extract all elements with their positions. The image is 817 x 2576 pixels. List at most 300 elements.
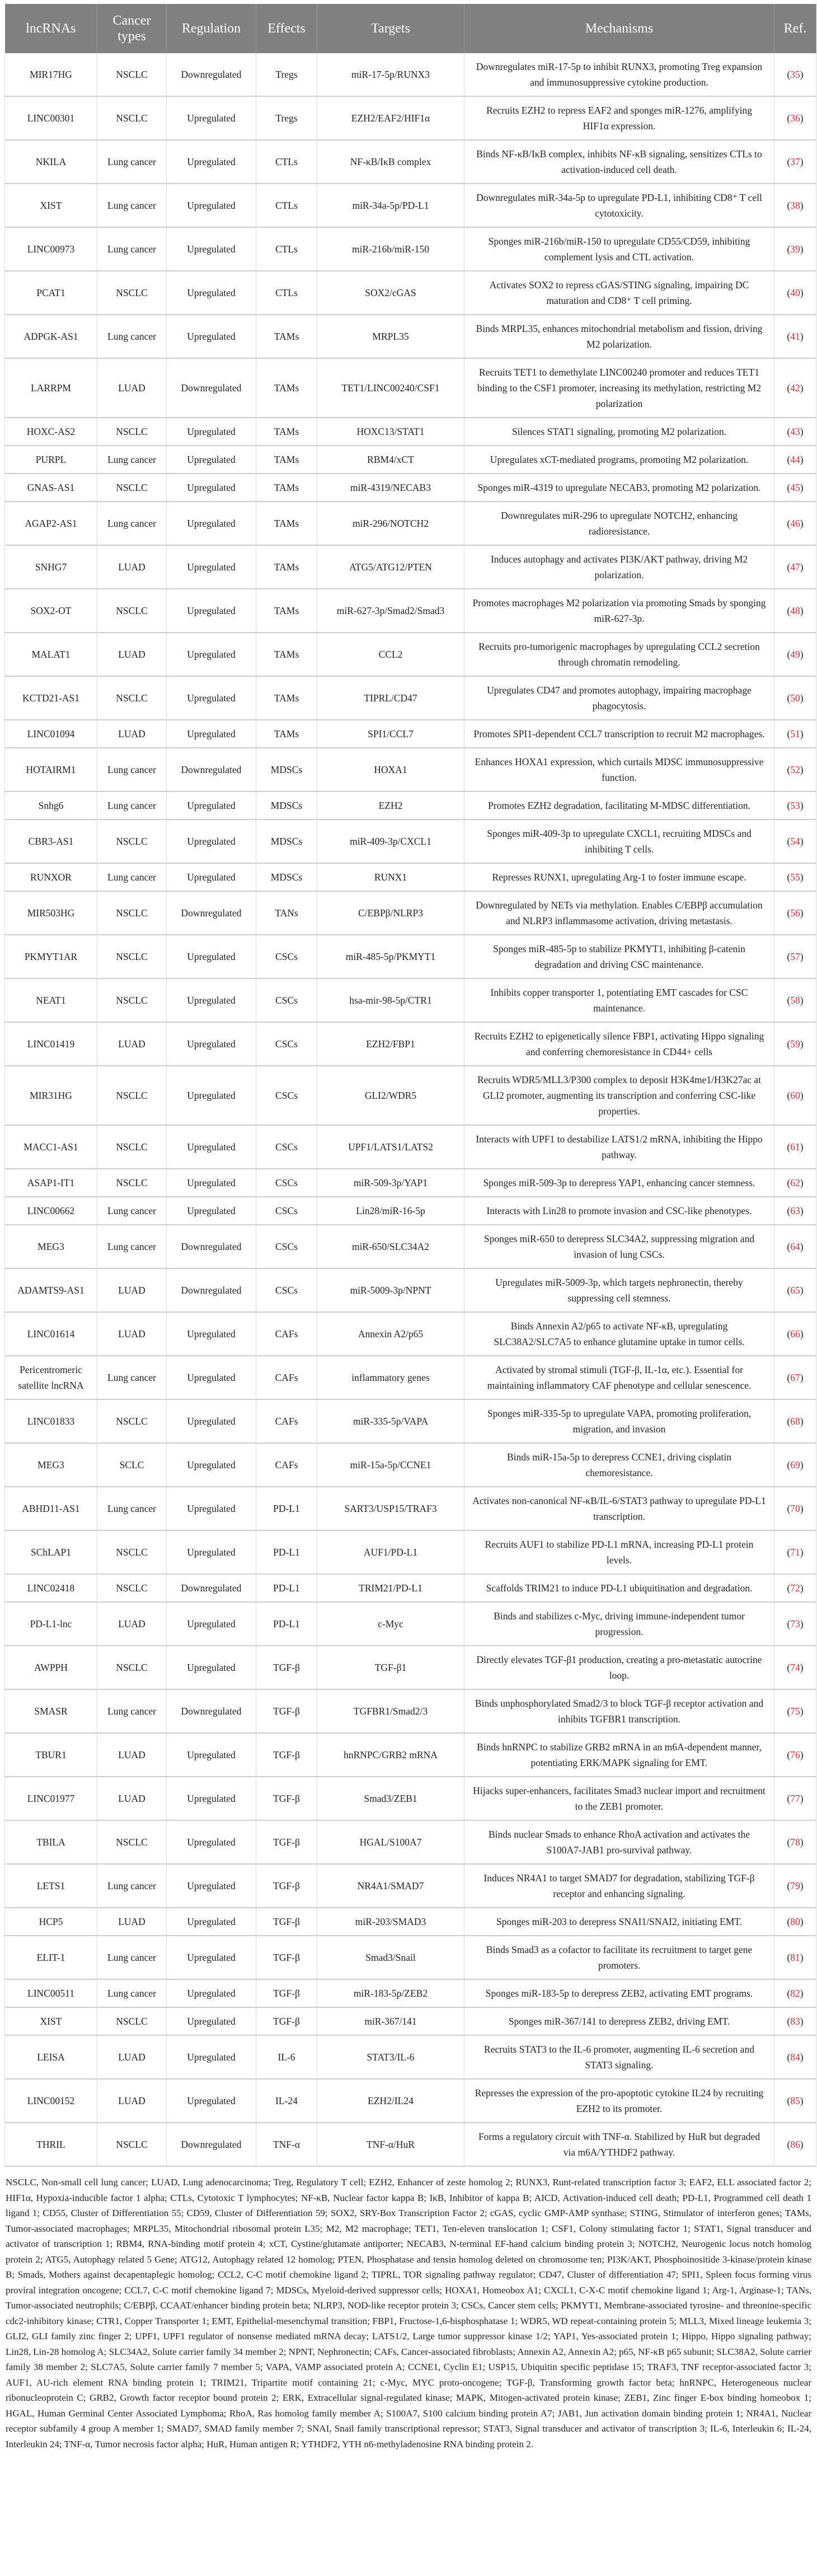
lncrna-cell: NKILA [5,140,97,184]
cancer-type-cell: NSCLC [97,676,167,720]
cancer-type-cell: Lung cancer [97,1864,167,1908]
regulation-cell: Downregulated [167,891,256,935]
effects-cell: CSCs [256,935,317,978]
table-row [5,791,816,819]
lncrna-cell: LINC01977 [5,1777,97,1820]
mechanism-cell: Binds NF-κB/IκB complex, inhibits NF-κB signaling, sensitizes CTLs to activation-induced cell death. [464,140,774,184]
ref-cell: (69) [774,1443,816,1487]
ref-cell: (59) [774,1022,816,1066]
mechanism-cell: Interacts with UPF1 to destabilize LATS1/2 mRNA, inhibiting the Hippo pathway. [464,1125,774,1169]
table-row [5,676,816,720]
regulation-cell: Downregulated [167,1225,256,1268]
cancer-type-cell: NSCLC [97,418,167,446]
reference-link[interactable]: 81 [790,1952,800,1963]
ref-cell: (62) [774,1169,816,1197]
table-row [5,96,816,140]
table-row [5,819,816,863]
effects-cell: TAMs [256,315,317,358]
effects-cell: IL-24 [256,2079,317,2123]
reference-link[interactable]: 78 [790,1837,800,1848]
ref-cell: (75) [774,1689,816,1733]
reference-link[interactable]: 74 [790,1662,800,1673]
reference-link[interactable]: 53 [790,800,800,811]
effects-cell: TAMs [256,418,317,446]
cancer-type-cell: LUAD [97,1312,167,1356]
cancer-type-cell: LUAD [97,1022,167,1066]
reference-link[interactable]: 48 [790,605,800,616]
targets-cell: TIPRL/CD47 [317,676,464,720]
targets-cell: C/EBPβ/NLRP3 [317,891,464,935]
targets-cell: inflammatory genes [317,1356,464,1399]
regulation-cell: Upregulated [167,2007,256,2035]
reference-link[interactable]: 56 [790,907,800,919]
lncrna-cell: CBR3-AS1 [5,819,97,863]
reference-link[interactable]: 86 [790,2139,800,2150]
lncrna-cell: PURPL [5,446,97,474]
targets-cell: TGF-β1 [317,1646,464,1689]
targets-cell: Lin28/miR-16-5p [317,1197,464,1225]
reference-link[interactable]: 83 [790,2016,800,2027]
table-row [5,474,816,502]
mechanism-cell: Directly elevates TGF-β1 production, creating a pro-metastatic autocrine loop. [464,1646,774,1689]
cancer-type-cell: LUAD [97,1733,167,1777]
effects-cell: CTLs [256,271,317,315]
effects-cell: CSCs [256,1066,317,1125]
table-row [5,1399,816,1443]
table-row [5,184,816,227]
effects-cell: TAMs [256,446,317,474]
cancer-type-cell: NSCLC [97,1574,167,1602]
table-row [5,1602,816,1646]
reference-link[interactable]: 55 [790,872,800,883]
effects-cell: Tregs [256,96,317,140]
targets-cell: miR-650/SLC34A2 [317,1225,464,1268]
mechanism-cell: Activates non-canonical NF-κB/IL-6/STAT3 pathway to upregulate PD-L1 transcription. [464,1487,774,1530]
lncrna-cell: PKMYT1AR [5,935,97,978]
mechanism-cell: Recruits WDR5/MLL3/P300 complex to deposit H3K4me1/H3K27ac at GLI2 promoter, augmenting its transcription and conferring CSC-like properties. [464,1066,774,1125]
mechanism-cell: Promotes macrophages M2 polarization via promoting Smads by sponging miR-627-3p. [464,589,774,633]
ref-cell: (85) [774,2079,816,2123]
lncrna-cell: Pericentromeric satellite lncRNA [5,1356,97,1399]
table-row [5,1443,816,1487]
mechanism-cell: Binds miR-15a-5p to derepress CCNE1, driving cisplatin chemoresistance. [464,1443,774,1487]
reference-link[interactable]: 66 [790,1328,800,1339]
targets-cell: Smad3/Snail [317,1936,464,1979]
mechanism-cell: Downregulates miR-296 to upregulate NOTCH2, enhancing radioresistance. [464,502,774,545]
regulation-cell: Downregulated [167,1268,256,1312]
ref-cell: (66) [774,1312,816,1356]
cancer-type-cell: LUAD [97,1777,167,1820]
mechanism-cell: Recruits EZH2 to epigenetically silence FBP1, activating Hippo signaling and conferring chemoresistance in CD44+ cells [464,1022,774,1066]
reference-link[interactable]: 46 [790,518,800,529]
reference-link[interactable]: 41 [790,331,800,342]
targets-cell: miR-485-5p/PKMYT1 [317,935,464,978]
table-row [5,227,816,271]
ref-cell: (35) [774,53,816,96]
effects-cell: TGF-β [256,1936,317,1979]
reference-link[interactable]: 36 [790,113,800,124]
regulation-cell: Upregulated [167,1356,256,1399]
regulation-cell: Downregulated [167,2123,256,2166]
targets-cell: ATG5/ATG12/PTEN [317,545,464,589]
mechanism-cell: Sponges miR-367/141 to derepress ZEB2, driving EMT. [464,2007,774,2035]
reference-link[interactable]: 84 [790,2052,800,2063]
targets-cell: MRPL35 [317,315,464,358]
targets-cell: miR-183-5p/ZEB2 [317,1979,464,2007]
reference-link[interactable]: 43 [790,426,800,437]
ref-cell: (72) [774,1574,816,1602]
lncrna-cell: THRIL [5,2123,97,2166]
reference-link[interactable]: 68 [790,1416,800,1427]
reference-link[interactable]: 58 [790,995,800,1006]
ref-cell: (51) [774,720,816,748]
reference-link[interactable]: 77 [790,1793,800,1804]
lncrna-cell: NEAT1 [5,978,97,1022]
table-row [5,1312,816,1356]
regulation-cell: Upregulated [167,446,256,474]
lncrna-cell: SOX2-OT [5,589,97,633]
reference-link[interactable]: 44 [790,454,800,465]
mechanism-cell: Downregulates miR-17-5p to inhibit RUNX3, promoting Treg expansion and immunosuppressive cytokine production. [464,53,774,96]
reference-link[interactable]: 64 [790,1241,800,1252]
cancer-type-cell: Lung cancer [97,863,167,891]
lncrna-cell: ASAP1-IT1 [5,1169,97,1197]
mechanism-cell: Enhances HOXA1 expression, which curtails MDSC immunosuppressive function. [464,748,774,791]
ref-cell: (68) [774,1399,816,1443]
cancer-type-cell: NSCLC [97,891,167,935]
cancer-type-cell: LUAD [97,2035,167,2079]
table-row [5,891,816,935]
targets-cell: TRIM21/PD-L1 [317,1574,464,1602]
cancer-type-cell: NSCLC [97,96,167,140]
ref-cell: (46) [774,502,816,545]
ref-cell: (58) [774,978,816,1022]
lncrna-cell: TBILA [5,1820,97,1864]
lncrna-cell: MIR17HG [5,53,97,96]
targets-cell: EZH2 [317,791,464,819]
lncrna-cell: TBUR1 [5,1733,97,1777]
table-row [5,1936,816,1979]
lncrna-cell: LINC00511 [5,1979,97,2007]
mechanism-cell: Recruits EZH2 to repress EAF2 and sponges miR-1276, amplifying HIF1α expression. [464,96,774,140]
header-regulation: Regulation [167,4,256,53]
cancer-type-cell: Lung cancer [97,315,167,358]
regulation-cell: Upregulated [167,1443,256,1487]
targets-cell: AUF1/PD-L1 [317,1530,464,1574]
table-row [5,1574,816,1602]
table-row [5,1733,816,1777]
reference-link[interactable]: 76 [790,1749,800,1760]
effects-cell: CAFs [256,1312,317,1356]
effects-cell: PD-L1 [256,1487,317,1530]
cancer-type-cell: Lung cancer [97,502,167,545]
targets-cell: hsa-mir-98-5p/CTR1 [317,978,464,1022]
mechanism-cell: Promotes SPI1-dependent CCL7 transcription to recruit M2 macrophages. [464,720,774,748]
effects-cell: CAFs [256,1356,317,1399]
regulation-cell: Upregulated [167,2035,256,2079]
cancer-type-cell: LUAD [97,1908,167,1936]
mechanism-cell: Binds unphosphorylated Smad2/3 to block TGF-β receptor activation and inhibits TGFBR1 transcription. [464,1689,774,1733]
mechanism-cell: Recruits STAT3 to the IL-6 promoter, augmenting IL-6 secretion and STAT3 signaling. [464,2035,774,2079]
table-row [5,358,816,418]
targets-cell: SOX2/cGAS [317,271,464,315]
table-row [5,1908,816,1936]
table-row [5,748,816,791]
mechanism-cell: Sponges miR-183-5p to derepress ZEB2, activating EMT programs. [464,1979,774,2007]
reference-link[interactable]: 75 [790,1706,800,1717]
mechanism-cell: Forms a regulatory circuit with TNF-α. Stabilized by HuR but degraded via m6A/YTHDF2 pathway. [464,2123,774,2166]
ref-cell: (54) [774,819,816,863]
regulation-cell: Upregulated [167,1197,256,1225]
ref-cell: (71) [774,1530,816,1574]
lncrna-cell: HCP5 [5,1908,97,1936]
reference-link[interactable]: 54 [790,836,800,847]
targets-cell: miR-4319/NECAB3 [317,474,464,502]
reference-link[interactable]: 73 [790,1618,800,1629]
lncrna-cell: LINC01094 [5,720,97,748]
cancer-type-cell: LUAD [97,1268,167,1312]
effects-cell: PD-L1 [256,1602,317,1646]
targets-cell: CCL2 [317,633,464,676]
ref-cell: (67) [774,1356,816,1399]
ref-cell: (52) [774,748,816,791]
cancer-type-cell: LUAD [97,633,167,676]
ref-cell: (39) [774,227,816,271]
lncrna-cell: SMASR [5,1689,97,1733]
ref-cell: (78) [774,1820,816,1864]
mechanism-cell: Binds Annexin A2/p65 to activate NF-κB, upregulating SLC38A2/SLC7A5 to enhance glutamine uptake in tumor cells. [464,1312,774,1356]
mechanism-cell: Downregulated by NETs via methylation. Enables C/EBPβ accumulation and NLRP3 inflammasome activation, driving metastasis. [464,891,774,935]
mechanism-cell: Induces NR4A1 to target SMAD7 for degradation, stabilizing TGF-β receptor and enhancing signaling. [464,1864,774,1908]
lncrna-cell: MIR31HG [5,1066,97,1125]
cancer-type-cell: LUAD [97,720,167,748]
targets-cell: HOXC13/STAT1 [317,418,464,446]
cancer-type-cell: Lung cancer [97,1225,167,1268]
table-row [5,418,816,446]
regulation-cell: Upregulated [167,819,256,863]
targets-cell: EZH2/FBP1 [317,1022,464,1066]
regulation-cell: Downregulated [167,748,256,791]
table-row [5,1066,816,1125]
effects-cell: IL-6 [256,2035,317,2079]
table-row [5,1487,816,1530]
cancer-type-cell: Lung cancer [97,184,167,227]
reference-link[interactable]: 51 [790,728,800,739]
effects-cell: TNF-α [256,2123,317,2166]
cancer-type-cell: Lung cancer [97,748,167,791]
reference-link[interactable]: 49 [790,649,800,660]
lncrna-cell: LINC01419 [5,1022,97,1066]
lncrna-cell: LINC00152 [5,2079,97,2123]
effects-cell: TGF-β [256,1864,317,1908]
mechanism-cell: Upregulates miR-5009-3p, which targets nephronectin, thereby suppressing cell stemness. [464,1268,774,1312]
lncrna-cell: LINC01614 [5,1312,97,1356]
regulation-cell: Upregulated [167,1820,256,1864]
ref-cell: (50) [774,676,816,720]
targets-cell: miR-409-3p/CXCL1 [317,819,464,863]
mechanism-cell: Downregulates miR-34a-5p to upregulate PD-L1, inhibiting CD8⁺ T cell cytotoxicity. [464,184,774,227]
ref-cell: (64) [774,1225,816,1268]
mechanism-cell: Binds and stabilizes c-Myc, driving immune-independent tumor progression. [464,1602,774,1646]
mechanism-cell: Hijacks super-enhancers, facilitates Smad3 nuclear import and recruitment to the ZEB1 promoter. [464,1777,774,1820]
cancer-type-cell: NSCLC [97,271,167,315]
table-row [5,1864,816,1908]
cancer-type-cell: Lung cancer [97,1197,167,1225]
lncrna-cell: HOXC-AS2 [5,418,97,446]
reference-link[interactable]: 40 [790,287,800,298]
targets-cell: miR-15a-5p/CCNE1 [317,1443,464,1487]
mechanism-cell: Binds nuclear Smads to enhance RhoA activation and activates the S100A7-JAB1 pro-survival pathway. [464,1820,774,1864]
table-row [5,1197,816,1225]
effects-cell: MDSCs [256,748,317,791]
lncrna-cell: ELIT-1 [5,1936,97,1979]
table-row [5,720,816,748]
ref-cell: (70) [774,1487,816,1530]
lncrna-cell: LINC01833 [5,1399,97,1443]
effects-cell: CSCs [256,1169,317,1197]
ref-cell: (84) [774,2035,816,2079]
effects-cell: TANs [256,891,317,935]
ref-cell: (61) [774,1125,816,1169]
reference-link[interactable]: 67 [790,1372,800,1383]
regulation-cell: Upregulated [167,1864,256,1908]
ref-cell: (82) [774,1979,816,2007]
lncrna-cell: HOTAIRM1 [5,748,97,791]
lncrna-cell: MEG3 [5,1443,97,1487]
regulation-cell: Upregulated [167,1936,256,1979]
regulation-cell: Upregulated [167,1733,256,1777]
ref-cell: (41) [774,315,816,358]
reference-link[interactable]: 57 [790,951,800,962]
lncrna-cell: Snhg6 [5,791,97,819]
cancer-type-cell: LUAD [97,1602,167,1646]
table-header-row [5,4,816,53]
regulation-cell: Upregulated [167,1777,256,1820]
reference-link[interactable]: 42 [790,382,800,394]
ref-cell: (55) [774,863,816,891]
reference-link[interactable]: 80 [790,1916,800,1927]
reference-link[interactable]: 72 [790,1582,800,1594]
ref-cell: (43) [774,418,816,446]
targets-cell: SPI1/CCL7 [317,720,464,748]
ref-cell: (36) [774,96,816,140]
table-body [5,53,816,2166]
effects-cell: TGF-β [256,2007,317,2035]
mechanism-cell: Sponges miR-409-3p to upregulate CXCL1, recruiting MDSCs and inhibiting T cells. [464,819,774,863]
reference-link[interactable]: 45 [790,482,800,493]
effects-cell: TAMs [256,589,317,633]
table-row [5,1979,816,2007]
mechanism-cell: Sponges miR-509-3p to derepress YAP1, enhancing cancer stemness. [464,1169,774,1197]
table-row [5,2079,816,2123]
lncrna-cell: RUNXOR [5,863,97,891]
reference-link[interactable]: 65 [790,1285,800,1296]
ref-cell: (48) [774,589,816,633]
effects-cell: CAFs [256,1399,317,1443]
reference-link[interactable]: 62 [790,1177,800,1188]
header-ref: Ref. [774,4,816,53]
lncrna-cell: MEG3 [5,1225,97,1268]
ref-cell: (49) [774,633,816,676]
lncrna-cell: AGAP2-AS1 [5,502,97,545]
cancer-type-cell: Lung cancer [97,791,167,819]
lncrna-cell: LINC00301 [5,96,97,140]
mechanism-cell: Represses RUNX1, upregulating Arg-1 to foster immune escape. [464,863,774,891]
mechanism-cell: Binds MRPL35, enhances mitochondrial metabolism and fission, driving M2 polarization. [464,315,774,358]
reference-link[interactable]: 37 [790,156,800,167]
table-row [5,978,816,1022]
mechanism-cell: Activates SOX2 to repress cGAS/STING signaling, impairing DC maturation and CD8⁺ T cell priming. [464,271,774,315]
table-row [5,140,816,184]
mechanism-cell: Interacts with Lin28 to promote invasion and CSC-like phenotypes. [464,1197,774,1225]
lncrna-cell: LEISA [5,2035,97,2079]
cancer-type-cell: NSCLC [97,1820,167,1864]
reference-link[interactable]: 47 [790,561,800,573]
effects-cell: CSCs [256,1125,317,1169]
reference-link[interactable]: 85 [790,2095,800,2106]
lncrna-cell: GNAS-AS1 [5,474,97,502]
reference-link[interactable]: 63 [790,1205,800,1216]
reference-link[interactable]: 35 [790,69,800,80]
ref-cell: (81) [774,1936,816,1979]
targets-cell: miR-5009-3p/NPNT [317,1268,464,1312]
reference-link[interactable]: 61 [790,1141,800,1153]
mechanism-cell: Scaffolds TRIM21 to induce PD-L1 ubiquitination and degradation. [464,1574,774,1602]
effects-cell: TAMs [256,545,317,589]
table-row [5,2007,816,2035]
lncrna-cell: XIST [5,2007,97,2035]
ref-cell: (38) [774,184,816,227]
reference-link[interactable]: 71 [790,1547,800,1558]
targets-cell: HOXA1 [317,748,464,791]
reference-link[interactable]: 70 [790,1503,800,1514]
effects-cell: PD-L1 [256,1574,317,1602]
regulation-cell: Upregulated [167,140,256,184]
effects-cell: TAMs [256,633,317,676]
regulation-cell: Upregulated [167,978,256,1022]
header-targets: Targets [317,4,464,53]
mechanism-cell: Recruits pro-tumorigenic macrophages by upregulating CCL2 secretion through chromatin remodeling. [464,633,774,676]
cancer-type-cell: NSCLC [97,1646,167,1689]
ref-cell: (74) [774,1646,816,1689]
table-row [5,1777,816,1820]
reference-link[interactable]: 60 [790,1090,800,1101]
reference-link[interactable]: 59 [790,1038,800,1050]
reference-link[interactable]: 39 [790,243,800,255]
regulation-cell: Downregulated [167,358,256,418]
reference-link[interactable]: 79 [790,1880,800,1891]
effects-cell: CTLs [256,184,317,227]
table-row [5,2035,816,2079]
regulation-cell: Upregulated [167,1487,256,1530]
reference-link[interactable]: 50 [790,692,800,704]
lncrna-cell: LINC02418 [5,1574,97,1602]
lncrna-cell: SChLAP1 [5,1530,97,1574]
reference-link[interactable]: 52 [790,764,800,775]
targets-cell: STAT3/IL-6 [317,2035,464,2079]
lncrna-cell: KCTD21-AS1 [5,676,97,720]
reference-link[interactable]: 82 [790,1988,800,1999]
mechanism-cell: Sponges miR-4319 to upregulate NECAB3, promoting M2 polarization. [464,474,774,502]
lncrna-cell: SNHG7 [5,545,97,589]
reference-link[interactable]: 69 [790,1459,800,1470]
reference-link[interactable]: 38 [790,200,800,211]
effects-cell: CSCs [256,1197,317,1225]
targets-cell: GLI2/WDR5 [317,1066,464,1125]
effects-cell: MDSCs [256,819,317,863]
ref-cell: (56) [774,891,816,935]
table-row [5,545,816,589]
